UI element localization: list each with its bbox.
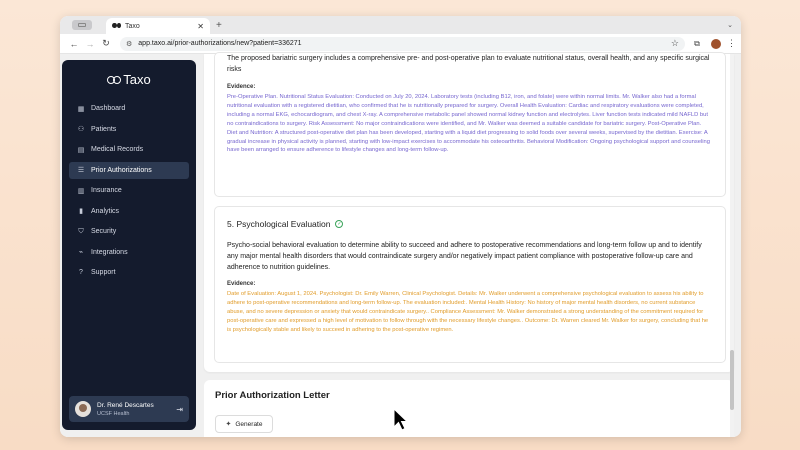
browser-window (60, 16, 741, 437)
sidebar-item-label: Security (91, 228, 117, 235)
tab-groups-icon[interactable] (72, 20, 92, 30)
check-circle-icon: ✓ (337, 221, 342, 227)
taxo-favicon-icon (112, 23, 121, 29)
scrollbar[interactable] (730, 54, 734, 437)
app-logo[interactable] (62, 72, 196, 87)
authorization-letter-card (204, 380, 734, 437)
sidebar-item-dashboard[interactable] (69, 100, 189, 117)
reload-icon[interactable]: ↻ (102, 38, 110, 48)
sidebar-nav (62, 100, 196, 281)
sidebar-item-prior-authorizations[interactable] (69, 162, 189, 179)
shield-icon: ⛉ (78, 227, 84, 235)
criterion-psychological-evaluation (214, 206, 726, 363)
logout-icon[interactable]: ⇥ (176, 404, 183, 414)
generate-label: Generate (235, 420, 263, 428)
help-icon: ? (79, 269, 83, 276)
browser-tab[interactable] (106, 18, 210, 34)
more-menu-icon[interactable]: ⋮ (727, 38, 736, 48)
chart-icon: ▮ (79, 208, 83, 215)
forward-icon[interactable]: → (85, 38, 95, 49)
tab-title: Taxo (125, 22, 140, 30)
criterion-description: Psycho-social behavioral evaluation to determine ability to succeed and adhere to postoperative recommendations and long-term follow up and to identify any major mental health disorders that would contraindicate surgery and/or negatively impact patient compliance with postoperative follow-up care and adherence to nutrition guidelines. (227, 242, 702, 271)
document-icon: ▤ (77, 146, 85, 154)
user-name: Dr. René Descartes (97, 401, 154, 409)
sidebar-item-label: Dashboard (91, 105, 126, 112)
criterion-title: 5. Psychological Evaluation (227, 219, 331, 229)
sidebar-item-label: Prior Authorizations (91, 166, 152, 174)
generate-button[interactable] (215, 415, 273, 433)
sidebar-item-security[interactable] (69, 223, 189, 240)
mouse-cursor-icon (393, 408, 409, 432)
plug-icon: ⌁ (78, 249, 84, 256)
url-field[interactable] (120, 37, 685, 51)
logo-text: Taxo (123, 72, 151, 87)
close-tab-icon[interactable]: ✕ (197, 21, 204, 31)
scrollbar-thumb[interactable] (730, 350, 734, 410)
evidence-label: Evidence: (227, 281, 256, 287)
main-content (204, 54, 734, 437)
page-viewport (60, 54, 741, 437)
sidebar-item-label: Analytics (91, 207, 120, 215)
address-bar (60, 34, 741, 54)
tab-bar (60, 16, 741, 34)
sidebar-item-label: Support (91, 269, 116, 276)
profile-avatar[interactable] (711, 39, 721, 49)
evidence-label: Evidence: (227, 84, 256, 90)
sidebar-item-medical-records[interactable] (69, 141, 189, 158)
sidebar-item-insurance[interactable] (69, 182, 189, 199)
sidebar-item-patients[interactable] (69, 121, 189, 138)
new-tab-icon[interactable]: + (216, 19, 222, 31)
grid-icon: ▦ (77, 105, 85, 113)
sidebar-item-label: Insurance (91, 187, 122, 194)
sidebar-item-integrations[interactable] (69, 244, 189, 261)
sidebar-item-label: Medical Records (91, 146, 144, 153)
sidebar-item-analytics[interactable] (69, 203, 189, 220)
site-info-icon[interactable]: ⚙ (126, 40, 133, 48)
sidebar-item-label: Integrations (91, 248, 128, 256)
evidence-text: Pre-Operative Plan. Nutritional Status Evaluation: Conducted on July 20, 2024. Laboratory tests (including B12, iron, and folate) were within normal limits. Mr. Walker also had a formal nutritional evaluation with a registered dietitian, who confirmed that he is nutritionally prepared for surgery. Overall Health Evaluation: Cardiac and respiratory evaluations were completed, including a normal EKG, echocardiogram, and chest X-ray. A comprehensive metabolic panel showed normal kidney function and electrolytes. Liver function tests indicated mild NAFLD but no contraindications to surgery. Risk Assessment: No major contraindications were identified, and Mr. Walker was deemed a suitable candidate for bariatric surgery. Post-Operative Plan. Diet and Nutrition: A structured post-operative diet plan has been developed, starting with a liquid diet progressing to solid foods over several weeks, supervised by the dietitian. Exercise: A gradual increase in physical activity is planned, starting with low-impact exercises to accommodate his osteoarthritis. Behavioral Modification: Ongoing psychological support and counseling have been arranged to ensure adherence to lifestyle changes and long-term follow-up. (227, 94, 710, 154)
avatar[interactable] (75, 401, 91, 417)
evidence-text: Date of Evaluation: August 1, 2024. Psychologist: Dr. Emily Warren, Clinical Psychologist. Details: Mr. Walker underwent a comprehensive psychological evaluation to assess his ability to adhere to post-operative recommendations and long-term follow-up. The evaluation included:. Mental Health History: No history of major mental health disorders, no current substance abuse, and no severe depression or anxiety that would contraindicate surgery.. Compliance Assessment: Mr. Walker demonstrated a strong understanding of the commitment required for post-operative care and expressed a high level of motivation to follow through with the necessary lifestyle changes.. Outcome: Dr. Warren cleared Mr. Walker for surgery, concluding that he is psychologically stable and likely to succeed in adhering to the post-operative regimen. (227, 291, 709, 333)
sidebar-item-label: Patients (91, 125, 117, 133)
sidebar-item-support[interactable] (69, 264, 189, 281)
bookmark-star-icon[interactable]: ☆ (670, 38, 679, 48)
criteria-card (204, 54, 734, 372)
sidebar (62, 60, 196, 430)
user-org: UCSF Health (97, 410, 130, 417)
criterion-preop-plan (214, 52, 726, 197)
chevron-down-icon[interactable]: ⌄ (727, 22, 733, 29)
extensions-icon[interactable]: ⧉ (694, 38, 700, 48)
criterion-description: The proposed bariatric surgery includes a comprehensive pre- and post-operative plan to evaluate nutritional status, overall health, and any specific surgical risks (227, 55, 710, 73)
users-icon: ⚇ (77, 126, 85, 133)
back-icon[interactable]: ← (69, 38, 79, 49)
magic-wand-icon: ✦ (225, 421, 232, 428)
list-check-icon: ☰ (77, 167, 85, 174)
letter-title: Prior Authorization Letter (215, 390, 330, 401)
user-card (69, 396, 189, 422)
taxo-logo-icon (107, 76, 119, 84)
url-text: app.taxo.ai/prior-authorizations/new?patient=336271 (138, 40, 302, 47)
building-icon: ▥ (77, 187, 85, 195)
